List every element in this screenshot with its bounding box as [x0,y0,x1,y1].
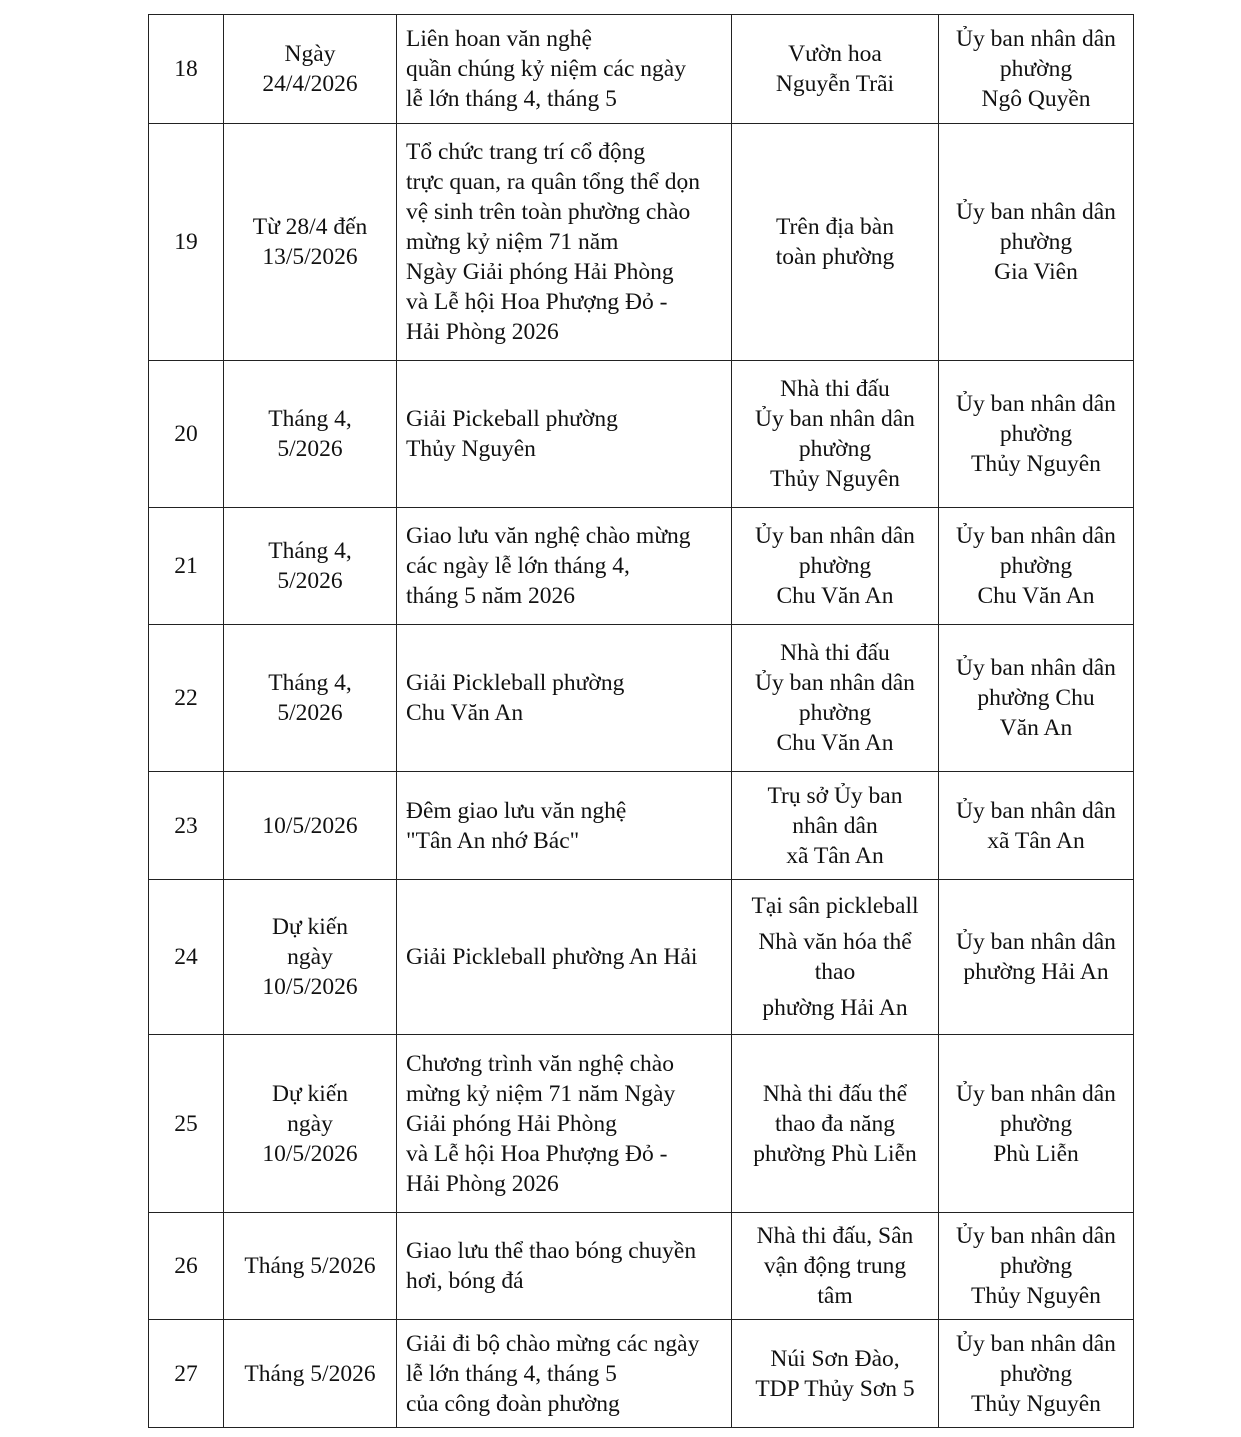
cell-number [149,15,224,124]
cell-number-text: 27 [174,1360,198,1387]
cell-date-line: Tháng 4, [268,670,352,696]
cell-date-line: 5/2026 [277,700,343,726]
cell-activity-line: tháng 5 năm 2026 [406,583,576,609]
cell-organizer [939,15,1134,124]
cell-location [732,1320,939,1428]
cell-organizer-line: phường [999,1110,1073,1137]
cell-location-line: Nguyễn Trãi [775,71,895,97]
cell-activity-line: trực quan, ra quân tổng thể dọn [406,169,701,195]
cell-date [224,124,397,361]
cell-activity-line: của công đoàn phường [406,1390,620,1417]
cell-organizer-line: phường [999,229,1073,255]
cell-location [732,1213,939,1320]
cell-date [224,625,397,772]
cell-number [149,1320,224,1428]
schedule-table-body [149,15,1134,1428]
cell-location-line: Nhà thi đấu [780,376,890,402]
cell-location [732,625,939,772]
cell-location [732,15,939,124]
cell-organizer-line: Ủy ban nhân dân [956,1330,1116,1357]
cell-organizer [939,1035,1134,1213]
cell-date-line: 5/2026 [277,436,343,462]
cell-organizer-line: Ủy ban nhân dân [956,1223,1116,1249]
cell-location [732,124,939,361]
cell-number-text: 18 [174,56,198,82]
cell-activity [397,124,732,361]
cell-number-text: 23 [174,812,198,839]
cell-number-text: 21 [174,553,198,579]
cell-location-line: xã Tân An [786,842,884,869]
cell-organizer-line: Gia Viên [994,259,1078,285]
cell-activity [397,15,732,124]
cell-location-line: Núi Sơn Đào, [770,1345,900,1372]
cell-organizer-line: Thủy Nguyên [971,1390,1101,1417]
schedule-table [148,14,1134,1428]
cell-location-line: TDP Thủy Sơn 5 [755,1375,915,1402]
cell-activity [397,880,732,1035]
cell-location-line: tâm [817,1283,853,1309]
cell-activity-line: Giải phóng Hải Phòng [406,1110,617,1137]
cell-location-line: phường Hải An [762,995,908,1021]
cell-activity [397,361,732,508]
table-row [149,508,1134,625]
cell-organizer-line: Chu Văn An [977,583,1095,609]
cell-location-line: Nhà thi đấu thể [762,1080,908,1107]
cell-activity-line: Giao lưu văn nghệ chào mừng [406,523,691,549]
cell-date [224,1213,397,1320]
cell-organizer-line: phường [999,56,1073,82]
table-row [149,361,1134,508]
cell-organizer-line: phường [999,1360,1073,1387]
cell-organizer-line: Ủy ban nhân dân [956,391,1116,417]
cell-activity [397,1320,732,1428]
cell-location-line: Ủy ban nhân dân [755,670,915,696]
cell-activity-line: và Lễ hội Hoa Phượng Đỏ - [406,1140,668,1167]
cell-activity-line: lễ lớn tháng 4, tháng 5 [406,1360,617,1387]
cell-activity-line: Giải Pickleball phường An Hải [406,944,698,970]
cell-organizer [939,508,1134,625]
cell-number-text: 26 [174,1253,198,1279]
cell-location-line: phường Phù Liễn [753,1140,917,1167]
cell-location-line: Nhà văn hóa thể [758,929,912,955]
cell-activity-line: Giải Pickeball phường [406,406,618,432]
table-row [149,1320,1134,1428]
cell-date-line: Tháng 4, [268,406,352,432]
cell-activity-line: lễ lớn tháng 4, tháng 5 [406,86,617,112]
table-row [149,124,1134,361]
cell-number [149,124,224,361]
cell-organizer [939,124,1134,361]
cell-date-line: Dự kiến [271,1080,349,1107]
cell-organizer-line: Phù Liễn [993,1140,1079,1167]
cell-organizer-line: Ngô Quyền [981,86,1091,112]
cell-date-line: 13/5/2026 [262,244,358,270]
cell-number [149,1035,224,1213]
cell-date-line: Tháng 4, [268,538,352,564]
cell-location-line: nhân dân [792,812,878,839]
cell-location [732,1035,939,1213]
cell-location-line: phường [798,700,872,726]
cell-location-line: Tại sân pickleball [751,893,919,919]
cell-location [732,772,939,880]
cell-organizer-line: Ủy ban nhân dân [956,199,1116,225]
cell-number [149,625,224,772]
cell-activity-line: Giải Pickleball phường [406,670,625,696]
cell-activity-line: vệ sinh trên toàn phường chào [406,199,691,225]
cell-date-line: ngày [287,944,333,970]
cell-location-line: Vườn hoa [788,41,882,67]
cell-date [224,508,397,625]
cell-date [224,1035,397,1213]
table-row [149,1213,1134,1320]
cell-number-text: 24 [174,944,198,970]
table-row [149,880,1134,1035]
cell-date-line: 10/5/2026 [262,1140,358,1167]
cell-date-line: Tháng 5/2026 [244,1253,376,1279]
cell-date [224,1320,397,1428]
cell-activity-line: Giao lưu thể thao bóng chuyền [406,1238,697,1264]
cell-location-line: Trên địa bàn [776,214,894,240]
cell-activity-line: Ngày Giải phóng Hải Phòng [406,259,674,285]
cell-organizer [939,625,1134,772]
cell-location-line: thao đa năng [774,1110,896,1137]
cell-location-line: Chu Văn An [776,730,894,756]
cell-organizer [939,880,1134,1035]
cell-activity [397,1213,732,1320]
cell-activity-line: Chu Văn An [406,700,524,726]
cell-location-line: phường [798,436,872,462]
cell-location [732,361,939,508]
cell-activity-line: mừng kỷ niệm 71 năm [406,229,619,255]
cell-date-line: Tháng 5/2026 [244,1360,376,1387]
cell-organizer-line: Thủy Nguyên [971,451,1101,477]
cell-activity [397,625,732,772]
cell-date [224,880,397,1035]
cell-organizer [939,1213,1134,1320]
cell-number [149,880,224,1035]
cell-organizer-line: phường [999,553,1073,579]
cell-location [732,880,939,1035]
cell-activity-line: các ngày lễ lớn tháng 4, [406,553,630,579]
cell-activity-line: Tổ chức trang trí cổ động [406,139,646,165]
cell-activity-line: mừng kỷ niệm 71 năm Ngày [406,1080,676,1107]
cell-activity [397,1035,732,1213]
cell-activity-line: Thủy Nguyên [406,436,536,462]
cell-organizer-line: Thủy Nguyên [971,1283,1101,1309]
cell-date [224,15,397,124]
cell-number-text: 19 [174,229,198,255]
cell-location-line: vận động trung [763,1253,907,1279]
cell-organizer-line: phường [999,1253,1073,1279]
cell-number-text: 22 [174,685,198,711]
cell-organizer-line: Ủy ban nhân dân [956,797,1116,824]
cell-organizer-line: Ủy ban nhân dân [956,26,1116,52]
cell-activity-line: Hải Phòng 2026 [406,319,559,345]
cell-organizer-line: Ủy ban nhân dân [956,523,1116,549]
table-row [149,15,1134,124]
cell-number-text: 25 [174,1110,198,1137]
cell-organizer-line: Ủy ban nhân dân [956,655,1116,681]
table-row [149,625,1134,772]
cell-activity-line: hơi, bóng đá [406,1268,524,1294]
cell-activity-line: "Tân An nhớ Bác" [406,827,580,854]
cell-organizer [939,772,1134,880]
cell-date-line: 5/2026 [277,568,343,594]
cell-organizer [939,361,1134,508]
table-row [149,772,1134,880]
cell-location [732,508,939,625]
cell-date-line: Dự kiến [271,914,349,940]
cell-number-text: 20 [174,421,198,447]
cell-location-line: Chu Văn An [776,583,894,609]
cell-organizer-line: phường [999,421,1073,447]
cell-number [149,772,224,880]
cell-date-line: ngày [287,1110,333,1137]
cell-activity-line: Hải Phòng 2026 [406,1170,559,1197]
cell-activity-line: Liên hoan văn nghệ [406,26,592,52]
table-row [149,1035,1134,1213]
cell-location-line: Nhà thi đấu [780,640,890,666]
cell-location-line: Thủy Nguyên [770,466,900,492]
cell-date-line: Ngày [284,41,336,67]
cell-date [224,361,397,508]
cell-organizer-line: Ủy ban nhân dân [956,929,1116,955]
cell-location-line: Ủy ban nhân dân [755,523,915,549]
cell-location-line: toàn phường [775,244,895,270]
cell-organizer-line: Ủy ban nhân dân [956,1080,1116,1107]
cell-date-line: 24/4/2026 [262,71,358,97]
cell-location-line: Ủy ban nhân dân [755,406,915,432]
cell-organizer-line: phường Hải An [963,959,1109,985]
cell-activity [397,508,732,625]
cell-organizer-line: Văn An [999,715,1073,741]
cell-date-line: 10/5/2026 [262,974,358,1000]
cell-organizer-line: xã Tân An [987,827,1085,854]
cell-number [149,1213,224,1320]
cell-organizer [939,1320,1134,1428]
cell-location-line: phường [798,553,872,579]
cell-organizer-line: phường Chu [977,685,1095,711]
cell-number [149,508,224,625]
cell-activity-line: Chương trình văn nghệ chào [406,1050,674,1077]
cell-date-line: 10/5/2026 [262,812,358,839]
cell-date-line: Từ 28/4 đến [252,214,368,240]
cell-number [149,361,224,508]
cell-activity [397,772,732,880]
cell-activity-line: quần chúng kỷ niệm các ngày [406,56,686,82]
cell-date [224,772,397,880]
cell-location-line: Trụ sở Ủy ban [767,782,903,809]
cell-location-line: thao [814,959,856,985]
cell-location-line: Nhà thi đấu, Sân [756,1223,914,1249]
cell-activity-line: Giải đi bộ chào mừng các ngày [406,1330,700,1357]
cell-activity-line: Đêm giao lưu văn nghệ [406,797,627,824]
cell-activity-line: và Lễ hội Hoa Phượng Đỏ - [406,289,668,315]
